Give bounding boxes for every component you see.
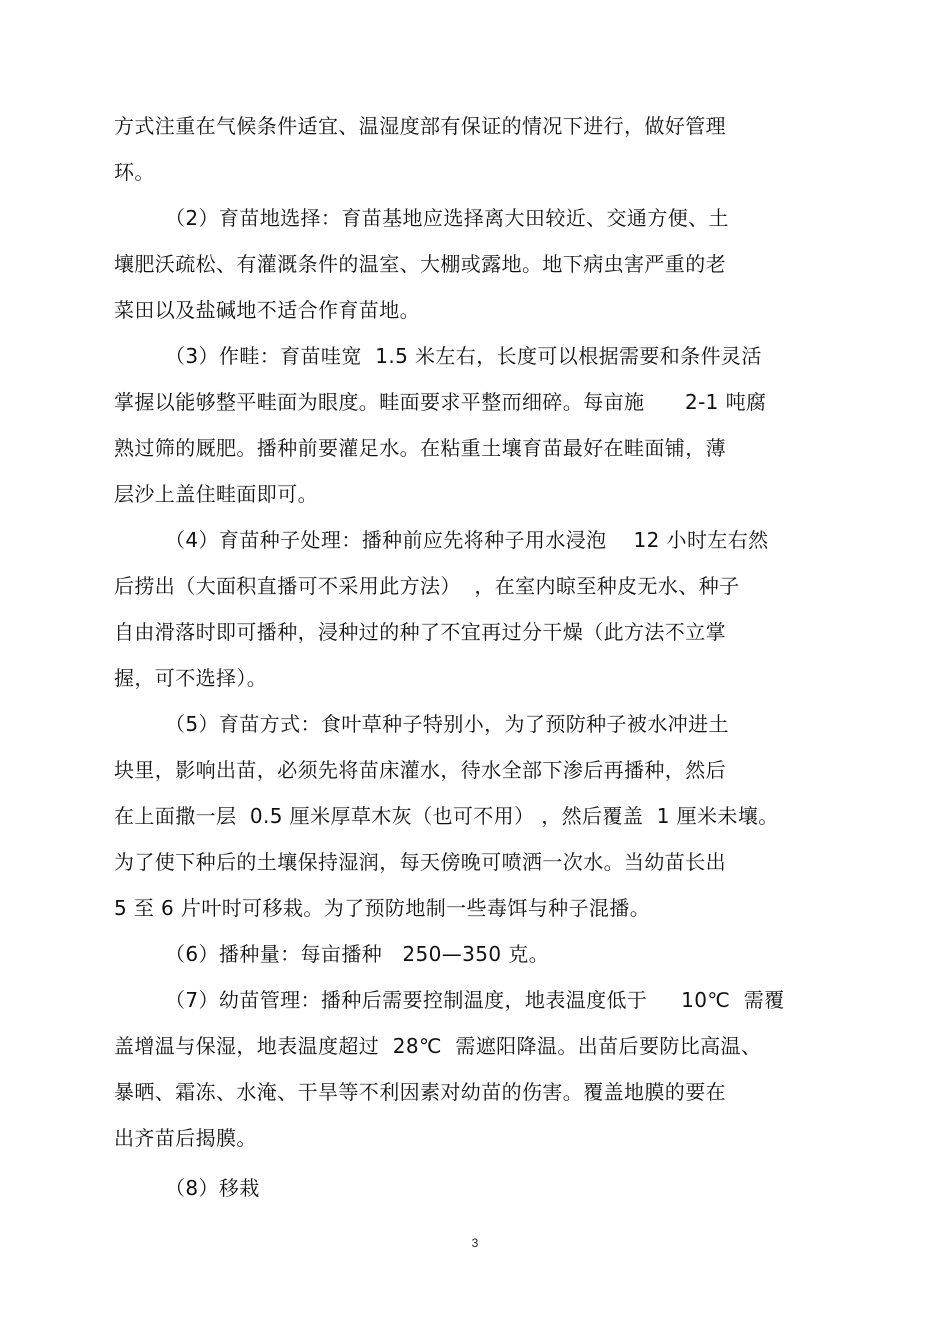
paragraph-7-line: （7）幼苗管理：播种后需要控制温度，地表温度低于 10℃ 需覆 — [165, 988, 785, 1012]
text-line: 壤肥沃疏松、有灌溉条件的温室、大棚或露地。地下病虫害严重的老 — [114, 252, 726, 276]
paragraph-6-line: （6）播种量：每亩播种 250—350 克。 — [165, 942, 550, 966]
text-line: 后捞出（大面积直播可不采用此方法） ，在室内晾至种皮无水、种子 — [114, 574, 740, 598]
paragraph-4-line: （4）育苗种子处理：播种前应先将种子用水浸泡 12 小时左右然 — [165, 528, 769, 552]
text-line: 5 至 6 片叶时可移栽。为了预防地制一些毒饵与种子混播。 — [114, 896, 651, 920]
text-line: 为了使下种后的土壤保持湿润，每天傍晚可喷洒一次水。当幼苗长出 — [114, 850, 726, 874]
text-line: 熟过筛的厩肥。播种前要灌足水。在粘重土壤育苗最好在畦面铺，薄 — [114, 436, 726, 460]
paragraph-5-line: （5）育苗方式：食叶草种子特别小，为了预防种子被水冲进土 — [165, 712, 729, 736]
paragraph-3-line: （3）作畦：育苗哇宽 1.5 米左右，长度可以根据需要和条件灵活 — [165, 344, 762, 368]
text-line: 握，可不选择）。 — [114, 666, 268, 690]
text-line: 暴晒、霜冻、水淹、干旱等不利因素对幼苗的伤害。覆盖地膜的要在 — [114, 1080, 726, 1104]
text-line: 菜田以及盐碱地不适合作育苗地。 — [114, 298, 420, 322]
text-line: 盖增温与保湿，地表温度超过 28℃ 需遮阳降温。出苗后要防比高温、 — [114, 1034, 762, 1058]
text-line: 自由滑落时即可播种，浸种过的种了不宜再过分干燥（此方法不立掌 — [114, 620, 726, 644]
text-line: 块里，影响出苗，必须先将苗床灌水，待水全部下渗后再播种，然后 — [114, 758, 726, 782]
text-line: 出齐苗后揭膜。 — [114, 1126, 257, 1150]
text-line: 环。 — [114, 160, 155, 184]
text-line: 层沙上盖住畦面即可。 — [114, 482, 318, 506]
text-line: 在上面撒一层 0.5 厘米厚草木灰（也可不用） ，然后覆盖 1 厘米未壤。 — [114, 804, 779, 828]
paragraph-8-line: （8）移栽 — [165, 1176, 260, 1200]
page-number: 3 — [471, 1236, 479, 1250]
paragraph-2-line: （2）育苗地选择：育苗基地应选择离大田较近、交通方便、土 — [165, 206, 729, 230]
text-line: 掌握以能够整平畦面为眼度。畦面要求平整而细碎。每亩施 2-1 吨腐 — [114, 390, 767, 414]
text-line: 方式注重在气候条件适宜、温湿度部有保证的情况下进行，做好管理 — [114, 114, 726, 138]
